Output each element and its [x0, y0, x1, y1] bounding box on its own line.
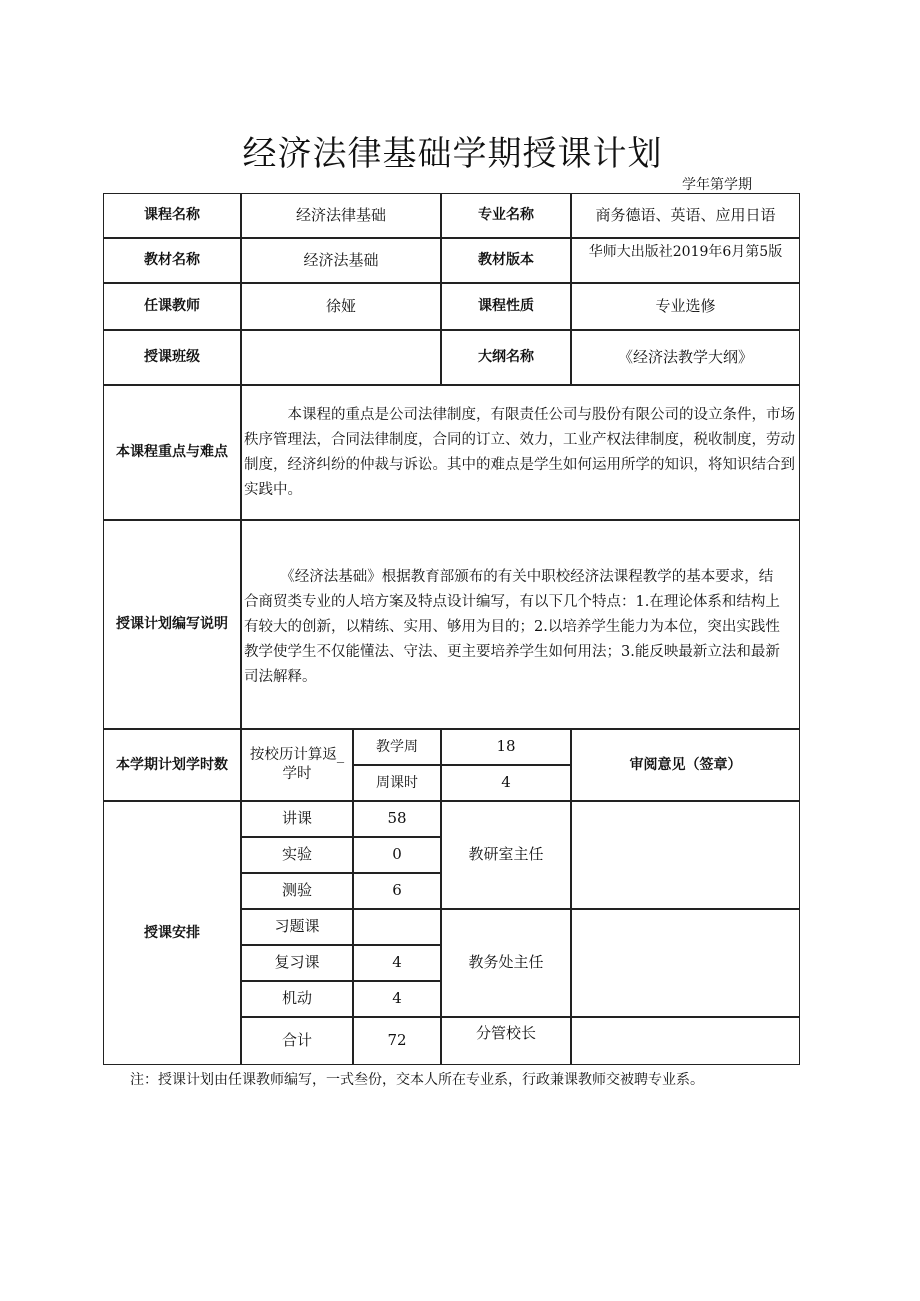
hours-calc: 按校历计算返_学时	[241, 729, 353, 801]
principal-signature	[571, 1017, 800, 1065]
item-name: 实验	[241, 837, 353, 873]
per-week-label: 周课时	[353, 765, 441, 801]
plan-desc-paragraph: 《经济法基础》根据教育部颁布的有关中职校经济法课程教学的基本要求，结合商贸类专业的人培方案及特点设计编写，有以下几个特点：1.在理论体系和结构上有较大的创新，以精练、实用、够用为目的；2.以培养学生能力为本位，突出实践性教学使学生不仅能懂法、守法、更主要培养学生如何用法；3.能反映最新立法和最新司法解释。	[244, 569, 780, 685]
key-points-text	[241, 385, 800, 520]
arrangement-label: 授课安排	[103, 801, 241, 1065]
item-value: 4	[353, 981, 441, 1017]
teacher-value: 徐娅	[241, 283, 441, 330]
major-label: 专业名称	[441, 193, 571, 238]
syllabus-value: 《经济法教学大纲》	[571, 330, 800, 385]
item-value: 4	[353, 945, 441, 981]
office-head-signature	[571, 909, 800, 1017]
review-label: 审阅意见（签章）	[571, 729, 800, 801]
total-value: 72	[353, 1017, 441, 1065]
textbook-label: 教材名称	[103, 238, 241, 283]
item-value: 58	[353, 801, 441, 837]
item-name: 测验	[241, 873, 353, 909]
plan-desc-label: 授课计划编写说明	[103, 520, 241, 729]
course-name-label: 课程名称	[103, 193, 241, 238]
weeks-value: 18	[441, 729, 571, 765]
syllabus-label: 大纲名称	[441, 330, 571, 385]
edition-label: 教材版本	[441, 238, 571, 283]
plan-table	[104, 194, 800, 1065]
total-name: 合计	[241, 1017, 353, 1065]
class-label: 授课班级	[103, 330, 241, 385]
plan-desc-text	[241, 520, 800, 729]
item-value: 0	[353, 837, 441, 873]
office-head-label: 教务处主任	[441, 909, 571, 1017]
key-points-label: 本课程重点与难点	[103, 385, 241, 520]
principal-label: 分管校长	[441, 1017, 571, 1065]
major-value: 商务德语、英语、应用日语	[571, 193, 800, 238]
dept-head-label: 教研室主任	[441, 801, 571, 909]
term-label: 学年第学期	[682, 177, 752, 193]
weeks-label: 教学周	[353, 729, 441, 765]
per-week-value: 4	[441, 765, 571, 801]
item-name: 机动	[241, 981, 353, 1017]
course-name-value: 经济法律基础	[241, 193, 441, 238]
key-points-paragraph: 本课程的重点是公司法律制度，有限责任公司与股份有限公司的设立条件，市场秩序管理法，合同法律制度，合同的订立、效力，工业产权法律制度，税收制度，劳动制度，经济纠纷的仲裁与诉讼。其中的难点是学生如何运用所学的知识，将知识结合到实践中。	[244, 407, 795, 498]
item-value: 6	[353, 873, 441, 909]
footnote: 注：授课计划由任课教师编写，一式叁份，交本人所在专业系，行政兼课教师交被聘专业系。	[130, 1072, 704, 1088]
class-value	[241, 330, 441, 385]
nature-value: 专业选修	[571, 283, 800, 330]
dept-head-signature	[571, 801, 800, 909]
textbook-value: 经济法基础	[241, 238, 441, 283]
nature-label: 课程性质	[441, 283, 571, 330]
edition-value: 华师大出版社2019年6月第5版	[571, 238, 800, 283]
item-name: 讲课	[241, 801, 353, 837]
page-title: 经济法律基础学期授课计划	[242, 134, 663, 174]
item-name: 习题课	[241, 909, 353, 945]
teacher-label: 任课教师	[103, 283, 241, 330]
item-name: 复习课	[241, 945, 353, 981]
hours-label: 本学期计划学时数	[103, 729, 241, 801]
item-value	[353, 909, 441, 945]
